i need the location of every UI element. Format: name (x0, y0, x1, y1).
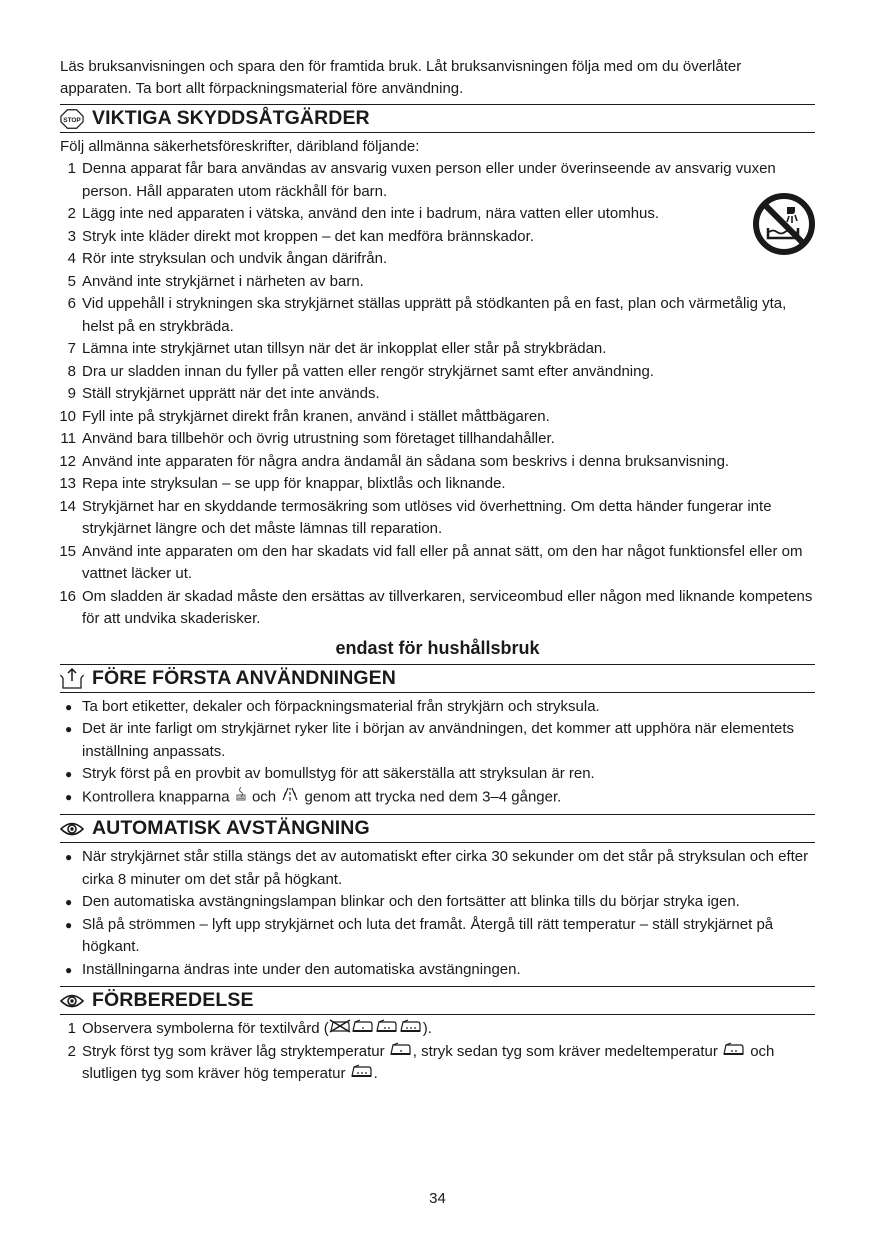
iron-one-dot-icon (389, 1041, 413, 1064)
iron-two-dots-icon (722, 1041, 746, 1064)
unbox-icon (60, 667, 84, 689)
safety-item: 3 Stryk inte kläder direkt mot kroppen – det kan medföra brännskador. (67, 227, 534, 245)
safety-item: 15 Använd inte apparaten om den har skadats vid fall eller på annat sätt, om den har något funktionsfel eller om vattnet läcker ut. (59, 542, 803, 582)
before-first-use-heading (60, 664, 815, 693)
list-item: ● Ta bort etiketter, dekaler och förpackningsmaterial från strykjärn och stryksula. (60, 696, 815, 719)
safety-item: 11 Använd bara tillbehör och övrig utrustning som företaget tillhandahåller. (60, 430, 555, 447)
before-first-use-title: FÖRE FÖRSTA ANVÄNDNINGEN (92, 666, 396, 689)
safety-item: 1 Denna apparat får bara användas av ansvarig vuxen person eller under överinseende av ansvarig vuxen person. Håll apparaten utom räckhåll för barn. (67, 160, 776, 200)
safety-item: 14 Strykjärnet har en skyddande termosäkring som utlöses vid överhettning. Om detta händer fungerar inte strykjärnet längre och det måste lämnas till reparation. (59, 497, 772, 537)
preparation-list (60, 1018, 815, 1086)
safety-item: 5 Använd inte strykjärnet i närheten av barn. (67, 272, 364, 290)
before-first-use-list (60, 696, 815, 810)
safety-item: 10 Fyll inte på strykjärnet direkt från kranen, använd i stället måttbägaren. (59, 407, 550, 425)
safety-item: 2 Lägg inte ned apparaten i vätska, använd den inte i badrum, nära vatten eller utomhus. (67, 205, 660, 222)
list-item: ● Inställningarna ändras inte under den automatiska avstängningen. (60, 959, 815, 982)
eye-icon (60, 990, 84, 1012)
auto-off-list (60, 846, 815, 981)
auto-off-title: AUTOMATISK AVSTÄNGNING (92, 817, 370, 839)
list-item: 2 Stryk först tyg som kräver låg stryktemperatur , stryk sedan tyg som kräver medeltemperatur och slutligen tyg som kräver hög temperatur . (60, 1041, 815, 1086)
iron-three-dots-icon (350, 1063, 374, 1086)
steam-button-icon (234, 786, 248, 810)
safety-item: 7 Lämna inte strykjärnet utan tillsyn när det är inkopplat eller står på strykbrädan. (67, 340, 607, 357)
safety-title: VIKTIGA SKYDDSÅTGÄRDER (92, 107, 370, 129)
eye-icon (60, 818, 84, 840)
page-number: 34 (429, 1190, 446, 1207)
safety-item: 6 Vid uppehåll i strykningen ska strykjärnet ställas upprätt på stödkanten på en fast, plan och värmetålig yta, helst på en strykbräda. (67, 295, 787, 335)
safety-heading (60, 104, 815, 133)
list-item: ● När strykjärnet står stilla stängs det av automatiskt efter cirka 30 sekunder om det står på stryksulan och efter cirka 8 minuter om det står på högkant. (60, 846, 815, 891)
stop-icon-text: STOP (63, 116, 81, 124)
no-water-warning-icon (752, 192, 816, 256)
list-item: ● Det är inte farligt om strykjärnet ryker lite i början av användningen, det kommer att upphöra när elementets inställning anpassats. (60, 718, 815, 763)
safety-item: 12 Använd inte apparaten för några andra ändamål än sådana som beskrivs i denna bruksanvisning. (59, 452, 730, 470)
no-iron-icon (329, 1018, 351, 1041)
safety-item: 9 Ställ strykjärnet upprätt när det inte används. (67, 385, 380, 402)
auto-off-heading (60, 814, 815, 843)
iron-one-dot-icon (351, 1018, 375, 1041)
household-use-note: endast för hushållsbruk (335, 637, 540, 658)
iron-three-dots-icon (399, 1018, 423, 1041)
preparation-title: FÖRBEREDELSE (92, 989, 254, 1011)
safety-item: 16 Om sladden är skadad måste den ersättas av tillverkaren, serviceombud eller någon med liknande kompetens för att undvika skaderisker. (59, 587, 813, 627)
stop-icon (60, 108, 84, 130)
spray-button-icon (280, 786, 300, 810)
safety-lead: Följ allmänna säkerhetsföreskrifter, däribland följande: (60, 138, 420, 155)
list-item: ● Slå på strömmen – lyft upp strykjärnet och luta det framåt. Återgå till rätt temperatur – ställ strykjärnet på högkant. (60, 914, 815, 959)
safety-item: 4 Rör inte stryksulan och undvik ångan därifrån. (67, 250, 388, 267)
iron-two-dots-icon (375, 1018, 399, 1041)
safety-item: 13 Repa inte stryksulan – se upp för knappar, blixtlås och liknande. (59, 475, 506, 492)
list-item: ● Stryk först på en provbit av bomullstyg för att säkerställa att stryksulan är ren. (60, 763, 815, 786)
preparation-heading (60, 986, 815, 1015)
document-page (60, 56, 815, 1086)
intro-text: Läs bruksanvisningen och spara den för framtida bruk. Låt bruksanvisningen följa med om du överlåter apparaten. Ta bort allt förpackningsmaterial före användning. (60, 58, 742, 97)
list-item: ● Kontrollera knapparna och genom att trycka ned dem 3–4 gånger. (60, 786, 815, 810)
list-item: 1 Observera symbolerna för textilvård ( ). (60, 1018, 815, 1041)
list-item: ● Den automatiska avstängningslampan blinkar och den fortsätter att blinka tills du börjar stryka igen. (60, 891, 815, 914)
safety-list (60, 158, 815, 631)
safety-item: 8 Dra ur sladden innan du fyller på vatten eller rengör strykjärnet samt efter användning. (67, 362, 654, 380)
